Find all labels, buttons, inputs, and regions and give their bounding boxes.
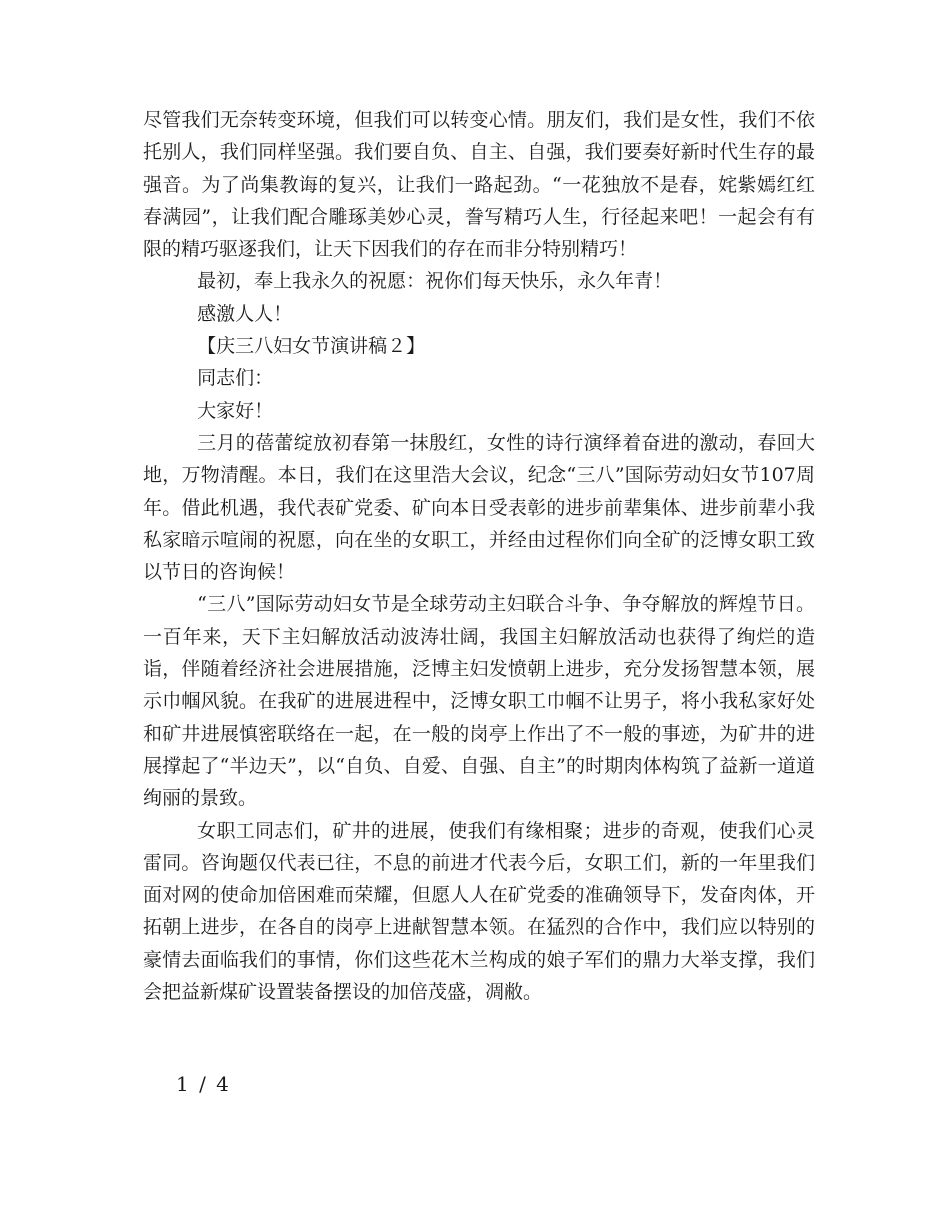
paragraph-womens-day: “三八”国际劳动妇女节是全球劳动主妇联合斗争、争夺解放的辉煌节日。一百年来，天下主妇解放活动波涛壮阔，我国主妇解放活动也获得了绚烂的造诣，伴随着经济社会进展措施，泛博主妇发愤朝上进步，充分发扬智慧本领，展示巾帼风貌。在我矿的进展进程中，泛博女职工巾帼不让男子，将小我私家好处和矿井进展慎密联络在一起，在一般的岗亭上作出了不一般的事迹，为矿井的进展撑起了“半边天”，以“自负、自爱、自强、自主”的时期肉体构筑了益新一道道绚丽的景致。 bbox=[143, 593, 815, 810]
salutation-comrades: 同志们： bbox=[197, 367, 274, 390]
paragraph-thanks: 感激人人！ bbox=[197, 302, 293, 325]
paragraph-female-workers: 女职工同志们，矿井的进展，使我们有缘相聚；进步的奇观，使我们心灵雷同。咨询题仅代表已往，不息的前进才代表今后，女职工们，新的一年里我们面对网的使命加倍困难而荣耀，但愿人人在矿党委的准确领导下，发奋肉体，开拓朝上进步，在各自的岗亭上进献智慧本领。在猛烈的合作中，我们应以特别的豪情去面临我们的事情，你们这些花木兰构成的娘子军们的鼎力大举支撑，我们会把益新煤矿设置装备摆设的加倍茂盛，凋敝。 bbox=[143, 819, 815, 1004]
section-heading: 【庆三八妇女节演讲稿２】 bbox=[197, 335, 426, 358]
salutation-greeting: 大家好！ bbox=[197, 399, 274, 422]
paragraph-closing-wishes: 最初，奉上我永久的祝愿：祝你们每天快乐，永久年青！ bbox=[197, 270, 673, 293]
document-body bbox=[143, 104, 815, 1008]
paragraph-1: 尽管我们无奈转变环境，但我们可以转变心情。朋友们，我们是女性，我们不依托别人，我们同样坚强。我们要自负、自主、自强，我们要奏好新时代生存的最强音。为了尚集教诲的复兴，让我们一路起劲。“一花独放不是春，姹紫嫣红红春满园”，让我们配合雕琢美妙心灵，誊写精巧人生，行径起来吧！一起会有有限的精巧驱逐我们，让天下因我们的存在而非分特别精巧！ bbox=[143, 109, 815, 261]
page-number: 1 / 4 bbox=[176, 1072, 231, 1096]
paragraph-march-spring: 三月的蓓蕾绽放初春第一抹殷红，女性的诗行演绎着奋进的激动，春回大地，万物清醒。本日，我们在这里浩大会议，纪念“三八”国际劳动妇女节107周年。借此机遇，我代表矿党委、矿向本日受表彰的进步前辈集体、进步前辈小我私家暗示喧闹的祝愿，向在坐的女职工，并经由过程你们向全矿的泛博女职工致以节日的咨询候！ bbox=[143, 431, 815, 584]
